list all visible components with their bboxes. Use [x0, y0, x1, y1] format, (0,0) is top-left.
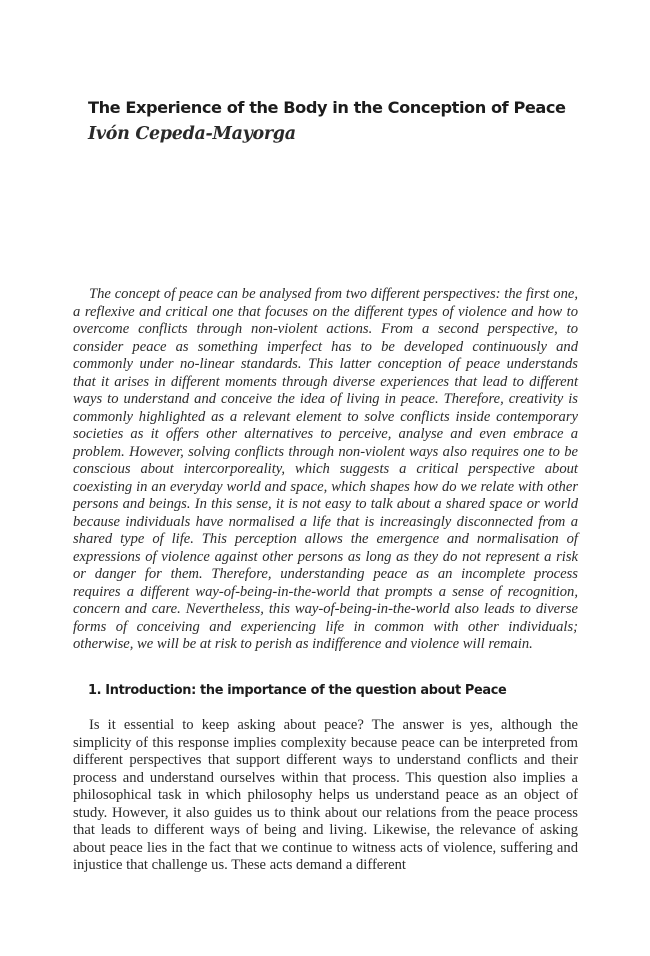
section-heading: 1. Introduction: the importance of the question about Peace	[88, 683, 507, 698]
body-paragraph: Is it essential to keep asking about peace? The answer is yes, although the simplicity of this response implies complexity because peace can be interpreted from different perspectives that support different ways to understand conflicts and their process and understand ourselves within that process. This question also implies a philosophical task in which philosophy helps us understand peace as an object of study. However, it also guides us to think about our relations from the peace process that leads to different ways of being and living. Likewise, the relevance of asking about peace lies in the fact that we continue to witness acts of violence, suffering and injustice that challenge us. These acts demand a different	[73, 717, 578, 873]
abstract-paragraph: The concept of peace can be analysed from two different perspectives: the first one, a reflexive and critical one that focuses on the different types of violence and how to overcome conflicts through non-violent actions. From a second perspective, to consider peace as something imperfect has to be developed continuously and commonly under no-linear standards. This latter conception of peace understands that it arises in different moments through diverse experiences that lead to different ways to understand and conceive the idea of living in peace. Therefore, creativity is commonly highlighted as a relevant element to solve conflicts inside contemporary societies as it offers other alternatives to perceive, analyse and even embrace a problem. However, solving conflicts through non-violent ways also requires one to be conscious about intercorporeality, which suggests a critical perspective about coexisting in an everyday world and space, which shapes how do we relate with other persons and beings. In this sense, it is not easy to talk about a shared space or world because individuals have normalised a life that is increasingly disconnected from a shared type of life. This perception allows the emergence and normalisation of expressions of violence against other persons as long as they do not represent a risk or danger for them. Therefore, understanding peace as an incomplete process requires a different way-of-being-in-the-world that prompts a sense of recognition, concern and care. Nevertheless, this way-of-being-in-the-world also leads to diverse forms of conceiving and experiencing life in common with other individuals; otherwise, we will be at risk to perish as indifference and violence will remain.	[73, 286, 578, 652]
chapter-title: The Experience of the Body in the Conception of Peace	[88, 98, 566, 117]
author-name: Ivón Cepeda-Mayorga	[88, 124, 296, 144]
